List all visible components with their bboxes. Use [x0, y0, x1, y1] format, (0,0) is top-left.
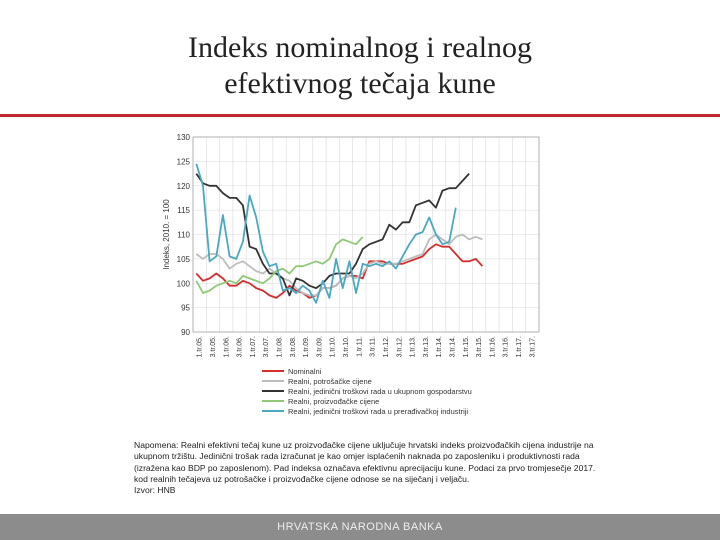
legend-swatch [262, 380, 284, 382]
legend-swatch [262, 400, 284, 402]
note-line: Napomena: Realni efektivni tečaj kune uz proizvođačke cijene uključuje hrvatski indeks proizvođačkih cijena industrije na [134, 440, 594, 450]
x-tick-label: 3.tr.13. [422, 336, 430, 358]
chart-legend [262, 366, 472, 416]
y-axis-label: Indeks, 2010. = 100 [162, 199, 171, 270]
legend-swatch [262, 370, 284, 372]
note-line: (izražena kao BDP po zaposlenom). Pad indeksa označava efektivnu aprecijaciju kune. Podaci za prvo tromjesečje 2017. [134, 462, 596, 473]
legend-label: Realni, jedinični troškovi rada u ukupnom gospodarstvu [288, 386, 472, 396]
legend-item [262, 386, 472, 396]
x-tick-label: 3.tr.10. [343, 336, 351, 358]
x-tick-label: 3.tr.16. [502, 336, 510, 358]
footer-bar [0, 514, 720, 540]
x-tick-label: 1.tr.09. [303, 336, 311, 358]
y-tick-label: 95 [181, 303, 190, 313]
x-tick-label: 1.tr.06. [223, 336, 231, 358]
legend-label: Nominalni [288, 366, 322, 376]
x-tick-label: 3.tr.12. [396, 336, 404, 358]
legend-swatch [262, 410, 284, 412]
legend-item [262, 406, 472, 416]
y-tick-label: 100 [176, 279, 190, 289]
y-tick-label: 125 [176, 157, 190, 167]
x-tick-label: 1.tr.14. [436, 336, 444, 358]
y-tick-label: 120 [176, 181, 190, 191]
x-tick-label: 1.tr.13. [409, 336, 417, 358]
note-line: ukupnom tržištu. Jedinični trošak rada izračunat je kao omjer isplaćenih naknada po zaposleniku i produktivnosti rada [134, 451, 580, 462]
legend-label: Realni, potrošačke cijene [288, 376, 372, 386]
x-tick-label: 3.tr.08. [289, 336, 297, 358]
x-tick-label: 1.tr.15. [462, 336, 470, 358]
chart-note [134, 440, 664, 496]
note-source: Izvor: HNB [134, 485, 176, 496]
legend-label: Realni, jedinični troškovi rada u prerađivačkoj industriji [288, 406, 469, 416]
legend-item [262, 396, 472, 406]
x-tick-label: 3.tr.07. [263, 336, 271, 358]
x-tick-label: 3.tr.11. [369, 336, 377, 357]
x-tick-label: 3.tr.06. [236, 336, 244, 358]
y-tick-label: 105 [176, 254, 190, 264]
title-line-1: Indeks nominalnog i realnog [187, 31, 533, 64]
x-tick-label: 1.tr.11. [356, 336, 364, 357]
x-tick-label: 1.tr.12. [382, 336, 390, 358]
x-tick-label: 3.tr.17. [529, 336, 537, 358]
footer-text: HRVATSKA NARODNA BANKA [277, 521, 443, 533]
legend-item [262, 366, 472, 376]
x-tick-label: 1.tr.05. [196, 336, 204, 358]
y-tick-label: 115 [177, 206, 190, 216]
y-tick-label: 90 [181, 328, 190, 337]
x-tick-label: 3.tr.15. [476, 336, 484, 358]
line-chart [150, 125, 570, 365]
x-tick-label: 1.tr.17. [516, 336, 524, 358]
x-tick-label: 1.tr.08. [276, 336, 284, 358]
legend-swatch [262, 390, 284, 392]
title-line-2: efektivnog tečaja kune [224, 67, 496, 100]
slide-title [0, 30, 720, 102]
y-tick-label: 130 [176, 133, 190, 142]
x-tick-label: 1.tr.16. [489, 336, 497, 358]
x-tick-label: 1.tr.07. [249, 336, 257, 358]
legend-item [262, 376, 472, 386]
x-tick-label: 3.tr.09. [316, 336, 324, 358]
x-tick-label: 3.tr.14. [449, 336, 457, 358]
note-line: kod realnih tečajeva uz potrošačke i proizvođačke cijene odnose se na siječanj i veljaču. [134, 473, 470, 484]
legend-label: Realni, proizvođačke cijene [288, 396, 380, 406]
title-divider [0, 114, 720, 117]
y-tick-label: 110 [177, 230, 190, 240]
x-tick-label: 3.tr.05. [209, 336, 217, 358]
x-tick-label: 1.tr.10. [329, 336, 337, 358]
